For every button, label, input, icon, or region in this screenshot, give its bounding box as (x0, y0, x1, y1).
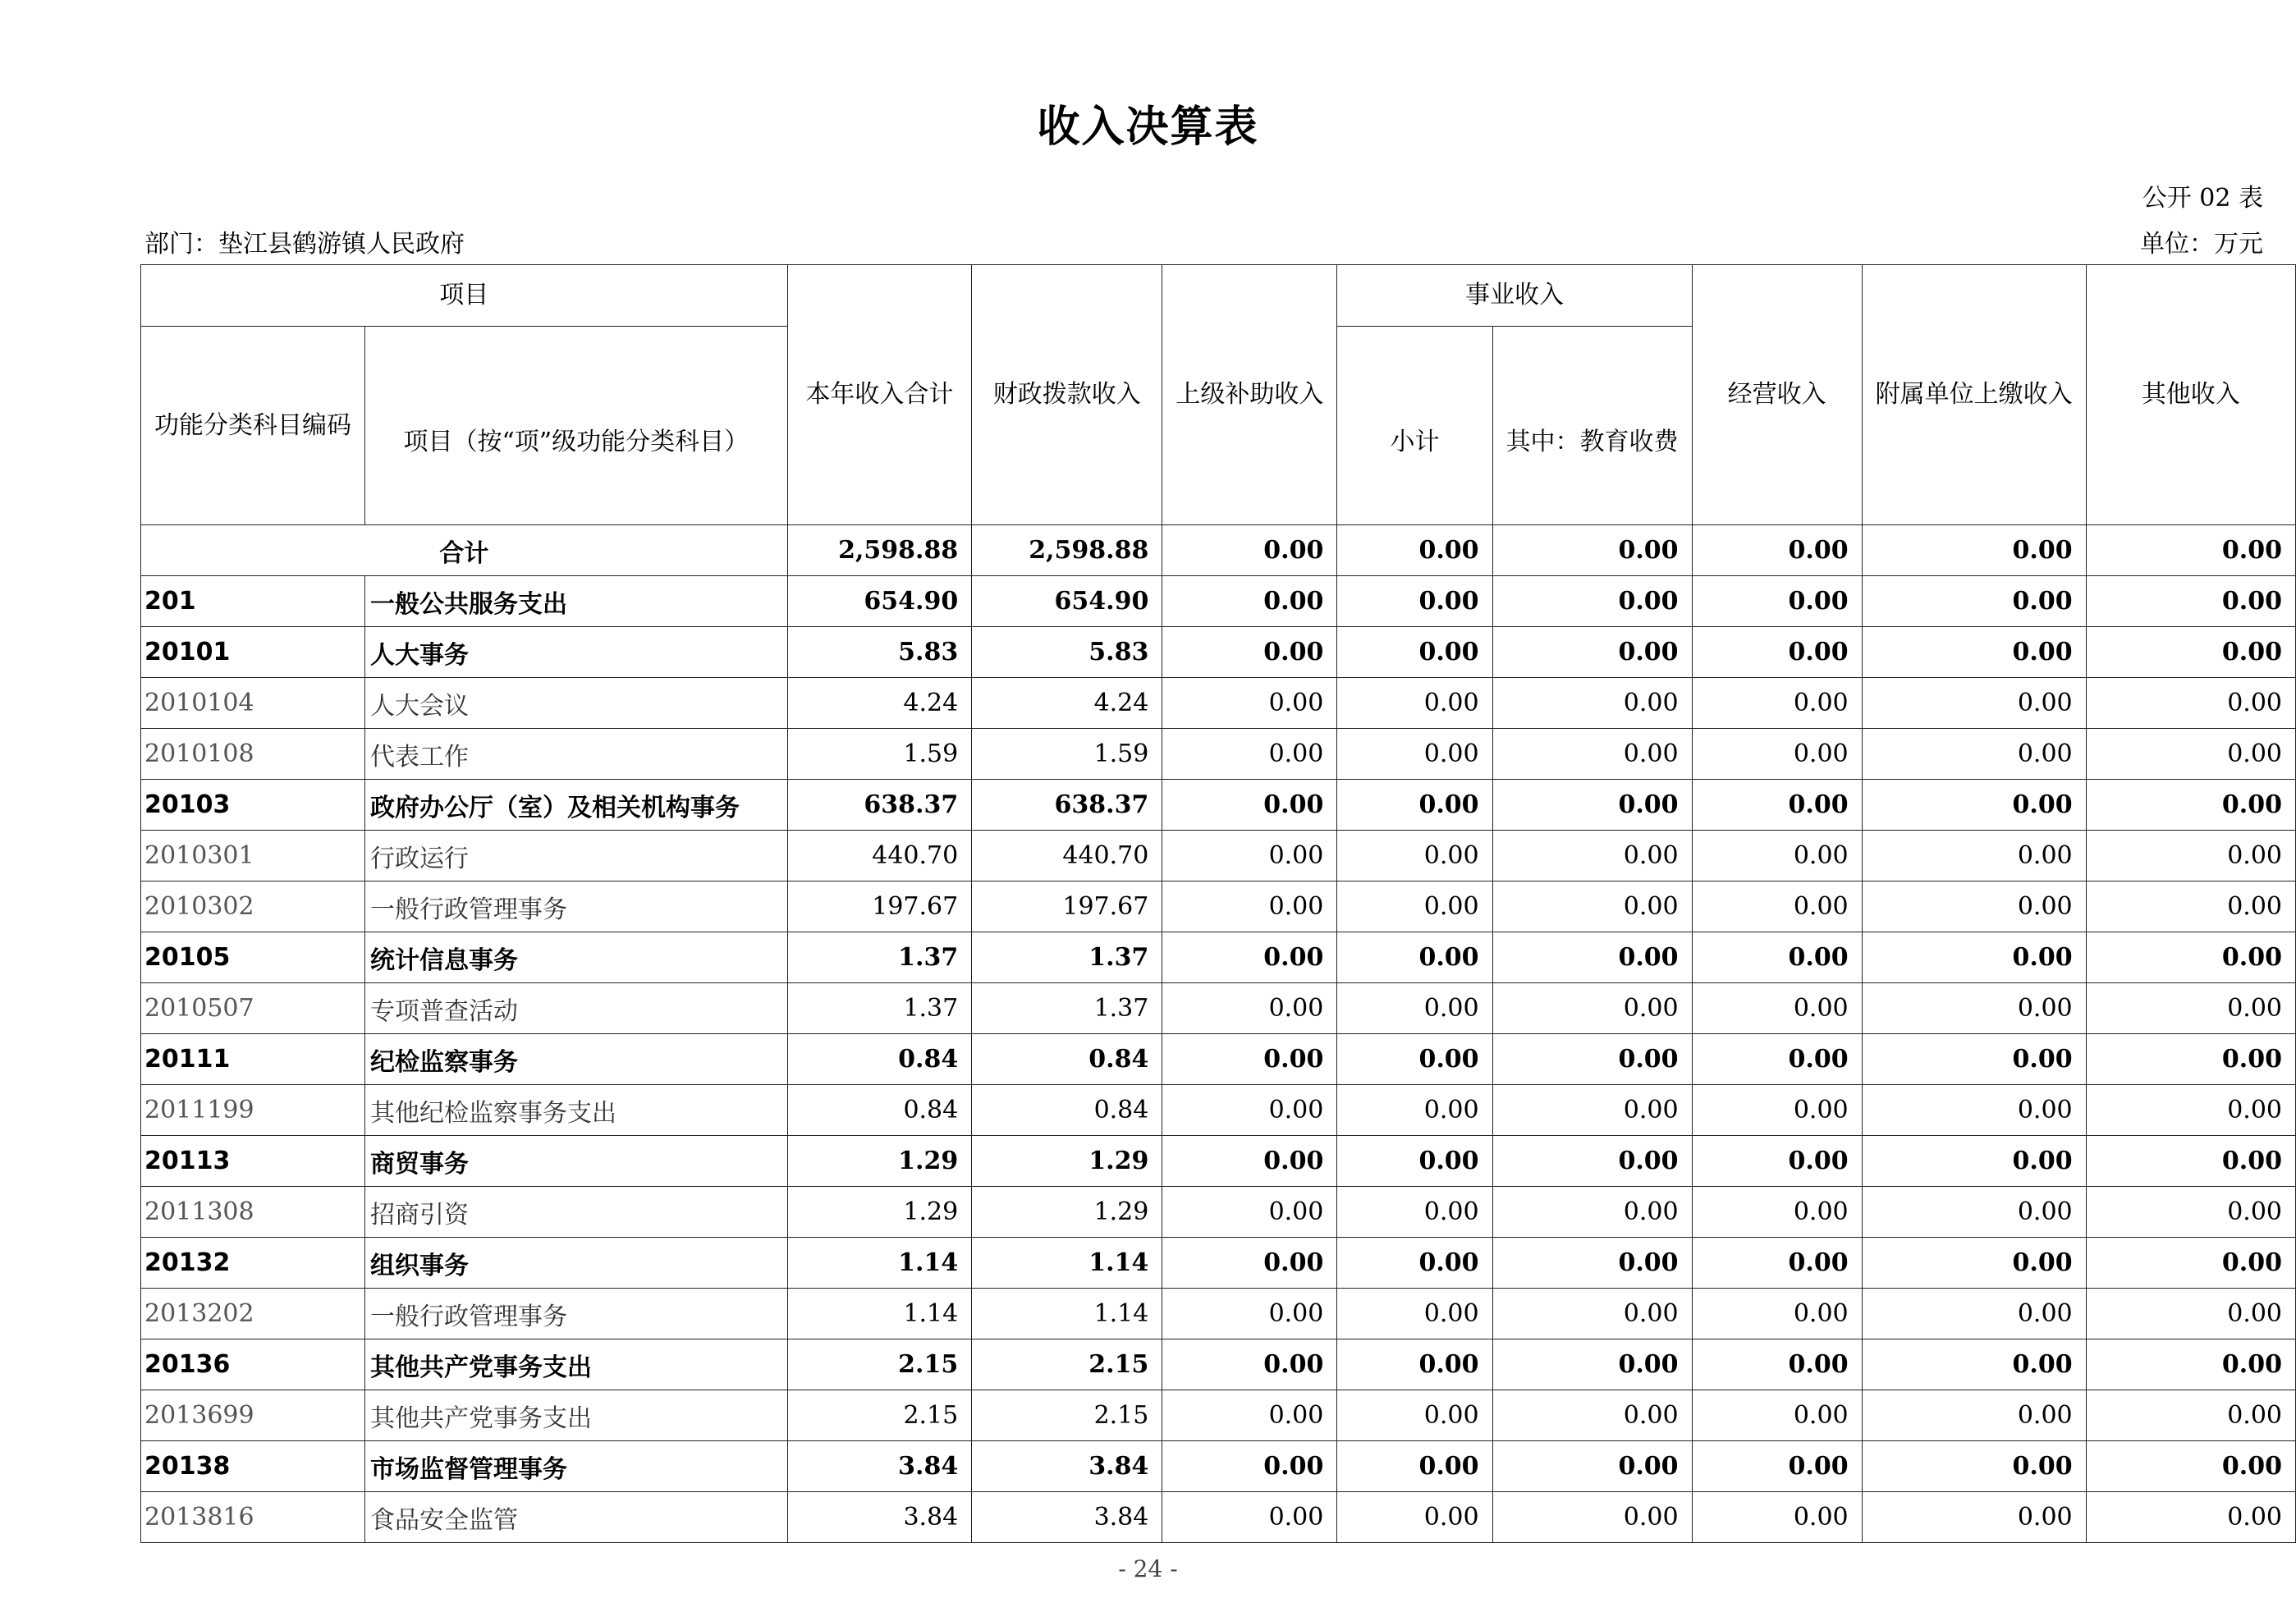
total-value: 2,598.88 (972, 525, 1162, 576)
row-value: 0.00 (1862, 1289, 2086, 1339)
row-value: 5.83 (972, 627, 1162, 678)
row-value: 0.00 (1692, 729, 1862, 780)
row-name: 政府办公厅（室）及相关机构事务 (365, 780, 788, 831)
header-subsidy: 上级补助收入 (1162, 265, 1337, 525)
table-row (141, 1289, 2296, 1339)
row-value: 4.24 (787, 678, 972, 729)
table-row (141, 831, 2296, 881)
row-value: 0.00 (2086, 1390, 2295, 1441)
row-value: 0.00 (1862, 1085, 2086, 1136)
row-value: 0.00 (1692, 1238, 1862, 1289)
row-value: 0.84 (972, 1034, 1162, 1085)
row-value: 654.90 (787, 576, 972, 627)
row-value: 0.00 (1862, 780, 2086, 831)
table-row (141, 627, 2296, 678)
row-value: 0.00 (1492, 1136, 1692, 1187)
row-name: 招商引资 (365, 1187, 788, 1238)
row-value: 0.00 (2086, 1187, 2295, 1238)
table-row (141, 1085, 2296, 1136)
table-row (141, 1390, 2296, 1441)
row-value: 1.59 (787, 729, 972, 780)
row-value: 0.00 (1162, 831, 1337, 881)
row-value: 1.37 (787, 983, 972, 1034)
header-fiscal: 财政拨款收入 (972, 265, 1162, 525)
row-value: 2.15 (972, 1339, 1162, 1390)
row-value: 0.00 (1492, 1187, 1692, 1238)
row-value: 0.00 (1492, 1492, 1692, 1543)
row-name: 组织事务 (365, 1238, 788, 1289)
row-value: 0.00 (2086, 1289, 2295, 1339)
row-value: 0.00 (2086, 729, 2295, 780)
total-value: 0.00 (1337, 525, 1492, 576)
row-value: 0.00 (1692, 1085, 1862, 1136)
row-code: 20138 (141, 1441, 365, 1492)
row-value: 0.00 (1862, 678, 2086, 729)
header-education: 其中：教育收费 (1492, 327, 1692, 525)
row-value: 0.00 (1862, 1034, 2086, 1085)
row-value: 0.00 (1692, 678, 1862, 729)
total-value: 0.00 (2086, 525, 2295, 576)
row-value: 0.00 (1692, 1187, 1862, 1238)
row-value: 2.15 (972, 1390, 1162, 1441)
row-value: 0.00 (1337, 1034, 1492, 1085)
row-value: 0.00 (1162, 1187, 1337, 1238)
row-value: 0.00 (1162, 678, 1337, 729)
table-row (141, 678, 2296, 729)
row-code: 2010301 (141, 831, 365, 881)
table-row (141, 1492, 2296, 1543)
table-body (141, 576, 2296, 1543)
row-value: 0.00 (1162, 1136, 1337, 1187)
row-code: 20136 (141, 1339, 365, 1390)
row-value: 0.00 (1862, 1390, 2086, 1441)
table-row (141, 1441, 2296, 1492)
row-value: 4.24 (972, 678, 1162, 729)
row-value: 0.00 (1692, 831, 1862, 881)
row-value: 0.00 (1492, 1339, 1692, 1390)
row-value: 1.37 (972, 932, 1162, 983)
row-name: 一般行政管理事务 (365, 881, 788, 932)
row-value: 0.00 (1492, 831, 1692, 881)
row-value: 0.00 (1162, 983, 1337, 1034)
row-value: 0.00 (1337, 831, 1492, 881)
row-code: 20103 (141, 780, 365, 831)
row-value: 638.37 (972, 780, 1162, 831)
row-name: 人大会议 (365, 678, 788, 729)
row-value: 0.84 (787, 1085, 972, 1136)
row-code: 20105 (141, 932, 365, 983)
header-project: 项目 (141, 265, 788, 327)
row-value: 0.00 (1337, 729, 1492, 780)
header-other: 其他收入 (2086, 265, 2295, 525)
row-value: 0.00 (1162, 576, 1337, 627)
row-name: 一般公共服务支出 (365, 576, 788, 627)
row-value: 0.00 (1492, 881, 1692, 932)
row-code: 20111 (141, 1034, 365, 1085)
page-title: 收入决算表 (1037, 103, 1259, 152)
row-value: 0.00 (1337, 627, 1492, 678)
row-value: 0.00 (2086, 831, 2295, 881)
row-value: 0.00 (2086, 881, 2295, 932)
table-row (141, 983, 2296, 1034)
row-value: 0.00 (1692, 1034, 1862, 1085)
row-value: 1.14 (787, 1289, 972, 1339)
row-value: 0.00 (1862, 729, 2086, 780)
row-value: 0.00 (1337, 1441, 1492, 1492)
row-name: 其他共产党事务支出 (365, 1339, 788, 1390)
row-value: 0.00 (1862, 1339, 2086, 1390)
header-business: 事业收入 (1337, 265, 1692, 327)
row-code: 2010507 (141, 983, 365, 1034)
row-value: 0.00 (1337, 678, 1492, 729)
row-value: 0.00 (1862, 1187, 2086, 1238)
row-value: 0.00 (1692, 576, 1862, 627)
row-name: 行政运行 (365, 831, 788, 881)
row-value: 654.90 (972, 576, 1162, 627)
row-value: 0.00 (2086, 1441, 2295, 1492)
table-row (141, 780, 2296, 831)
row-value: 0.00 (1492, 1085, 1692, 1136)
row-value: 0.00 (1862, 983, 2086, 1034)
total-value: 0.00 (1692, 525, 1862, 576)
row-value: 1.37 (787, 932, 972, 983)
total-value: 0.00 (1862, 525, 2086, 576)
row-value: 0.00 (1692, 1339, 1862, 1390)
table-row (141, 1238, 2296, 1289)
row-value: 0.00 (2086, 1238, 2295, 1289)
row-code: 2010302 (141, 881, 365, 932)
row-value: 3.84 (787, 1441, 972, 1492)
row-value: 3.84 (972, 1492, 1162, 1543)
row-value: 2.15 (787, 1339, 972, 1390)
row-value: 0.00 (1692, 627, 1862, 678)
row-value: 440.70 (787, 831, 972, 881)
row-value: 0.00 (1862, 1136, 2086, 1187)
row-value: 0.00 (2086, 932, 2295, 983)
table-row (141, 576, 2296, 627)
row-value: 0.00 (1692, 983, 1862, 1034)
row-value: 0.00 (1692, 1441, 1862, 1492)
row-code: 2013816 (141, 1492, 365, 1543)
row-value: 0.00 (2086, 576, 2295, 627)
page-number: - 24 - (1118, 1555, 1178, 1582)
row-value: 2.15 (787, 1390, 972, 1441)
row-value: 0.00 (1862, 932, 2086, 983)
row-value: 0.00 (2086, 1085, 2295, 1136)
row-value: 1.14 (972, 1238, 1162, 1289)
row-value: 1.29 (787, 1187, 972, 1238)
row-value: 0.00 (1492, 678, 1692, 729)
row-value: 1.14 (972, 1289, 1162, 1339)
row-value: 0.00 (1862, 831, 2086, 881)
row-value: 0.00 (2086, 1339, 2295, 1390)
row-value: 0.00 (1692, 1492, 1862, 1543)
row-value: 5.83 (787, 627, 972, 678)
table-row (141, 1187, 2296, 1238)
row-value: 0.00 (1337, 983, 1492, 1034)
row-value: 0.00 (1337, 1339, 1492, 1390)
row-value: 3.84 (787, 1492, 972, 1543)
form-number: 公开 02 表 (2142, 184, 2263, 213)
row-value: 0.00 (1162, 1339, 1337, 1390)
row-value: 0.00 (1492, 1034, 1692, 1085)
row-value: 0.00 (1337, 1390, 1492, 1441)
header-item: 项目（按“项”级功能分类科目） (365, 327, 788, 525)
row-value: 1.29 (972, 1187, 1162, 1238)
row-code: 2011308 (141, 1187, 365, 1238)
row-value: 0.00 (2086, 1136, 2295, 1187)
row-value: 0.00 (1162, 1238, 1337, 1289)
row-value: 1.14 (787, 1238, 972, 1289)
row-value: 1.29 (787, 1136, 972, 1187)
row-value: 0.00 (1337, 1085, 1492, 1136)
row-value: 0.00 (1162, 881, 1337, 932)
row-value: 0.00 (1337, 1136, 1492, 1187)
header-code: 功能分类科目编码 (141, 327, 365, 525)
row-value: 0.00 (1162, 729, 1337, 780)
row-value: 0.00 (1862, 627, 2086, 678)
row-value: 440.70 (972, 831, 1162, 881)
row-name: 市场监督管理事务 (365, 1441, 788, 1492)
row-value: 0.00 (2086, 780, 2295, 831)
row-value: 638.37 (787, 780, 972, 831)
row-value: 0.00 (1337, 881, 1492, 932)
row-value: 0.00 (1492, 932, 1692, 983)
row-name: 其他共产党事务支出 (365, 1390, 788, 1441)
row-value: 0.00 (1162, 1390, 1337, 1441)
header-total: 本年收入合计 (787, 265, 972, 525)
row-value: 0.00 (1692, 1289, 1862, 1339)
row-code: 2011199 (141, 1085, 365, 1136)
row-value: 0.00 (1692, 881, 1862, 932)
row-value: 1.29 (972, 1136, 1162, 1187)
row-value: 0.00 (1162, 1492, 1337, 1543)
row-code: 2013202 (141, 1289, 365, 1339)
row-value: 0.00 (1337, 1187, 1492, 1238)
table-row (141, 729, 2296, 780)
row-code: 20101 (141, 627, 365, 678)
total-row (141, 525, 2296, 576)
row-value: 0.00 (1862, 881, 2086, 932)
row-value: 0.00 (1162, 932, 1337, 983)
header-operating: 经营收入 (1692, 265, 1862, 525)
row-value: 0.00 (2086, 1492, 2295, 1543)
row-value: 0.00 (1337, 1492, 1492, 1543)
row-name: 代表工作 (365, 729, 788, 780)
row-value: 0.00 (2086, 983, 2295, 1034)
row-value: 0.00 (1337, 780, 1492, 831)
header-affiliated: 附属单位上缴收入 (1862, 265, 2086, 525)
row-value: 0.00 (1492, 1390, 1692, 1441)
row-value: 197.67 (972, 881, 1162, 932)
row-value: 0.00 (1162, 1289, 1337, 1339)
table-row (141, 881, 2296, 932)
row-value: 0.00 (1162, 1085, 1337, 1136)
row-value: 0.00 (2086, 627, 2295, 678)
row-value: 3.84 (972, 1441, 1162, 1492)
row-value: 0.00 (1492, 729, 1692, 780)
row-value: 0.00 (1337, 932, 1492, 983)
row-value: 0.00 (1337, 576, 1492, 627)
row-value: 0.84 (972, 1085, 1162, 1136)
row-value: 0.00 (1492, 627, 1692, 678)
table-row (141, 1339, 2296, 1390)
total-label: 合计 (141, 525, 788, 576)
table-row (141, 1136, 2296, 1187)
row-code: 201 (141, 576, 365, 627)
row-name: 其他纪检监察事务支出 (365, 1085, 788, 1136)
row-value: 0.00 (1862, 576, 2086, 627)
department-label: 部门：垫江县鹤游镇人民政府 (144, 230, 465, 259)
row-value: 0.00 (1492, 1441, 1692, 1492)
row-value: 0.00 (1162, 780, 1337, 831)
total-value: 2,598.88 (787, 525, 972, 576)
row-value: 197.67 (787, 881, 972, 932)
row-value: 0.00 (1492, 1289, 1692, 1339)
row-value: 0.00 (1692, 932, 1862, 983)
row-value: 0.00 (1337, 1289, 1492, 1339)
row-name: 人大事务 (365, 627, 788, 678)
row-code: 2010108 (141, 729, 365, 780)
header-subtotal: 小计 (1337, 327, 1492, 525)
row-name: 统计信息事务 (365, 932, 788, 983)
row-value: 0.00 (1492, 780, 1692, 831)
row-value: 1.37 (972, 983, 1162, 1034)
row-name: 一般行政管理事务 (365, 1289, 788, 1339)
total-value: 0.00 (1492, 525, 1692, 576)
table-row (141, 1034, 2296, 1085)
row-value: 0.00 (1162, 1034, 1337, 1085)
row-value: 0.84 (787, 1034, 972, 1085)
row-value: 0.00 (2086, 678, 2295, 729)
row-code: 2010104 (141, 678, 365, 729)
row-value: 0.00 (1862, 1238, 2086, 1289)
row-value: 0.00 (1492, 1238, 1692, 1289)
row-value: 1.59 (972, 729, 1162, 780)
row-value: 0.00 (1162, 627, 1337, 678)
table-row (141, 932, 2296, 983)
row-value: 0.00 (1862, 1492, 2086, 1543)
row-value: 0.00 (1492, 983, 1692, 1034)
row-code: 2013699 (141, 1390, 365, 1441)
row-value: 0.00 (1692, 1390, 1862, 1441)
row-name: 商贸事务 (365, 1136, 788, 1187)
income-table (140, 264, 2296, 1543)
row-code: 20113 (141, 1136, 365, 1187)
row-value: 0.00 (1692, 780, 1862, 831)
row-value: 0.00 (1692, 1136, 1862, 1187)
row-value: 0.00 (1862, 1441, 2086, 1492)
row-name: 纪检监察事务 (365, 1034, 788, 1085)
row-value: 0.00 (1337, 1238, 1492, 1289)
row-value: 0.00 (1162, 1441, 1337, 1492)
unit-label: 单位：万元 (2140, 230, 2263, 259)
row-value: 0.00 (1492, 576, 1692, 627)
row-name: 专项普查活动 (365, 983, 788, 1034)
row-value: 0.00 (2086, 1034, 2295, 1085)
total-value: 0.00 (1162, 525, 1337, 576)
row-code: 20132 (141, 1238, 365, 1289)
row-name: 食品安全监管 (365, 1492, 788, 1543)
